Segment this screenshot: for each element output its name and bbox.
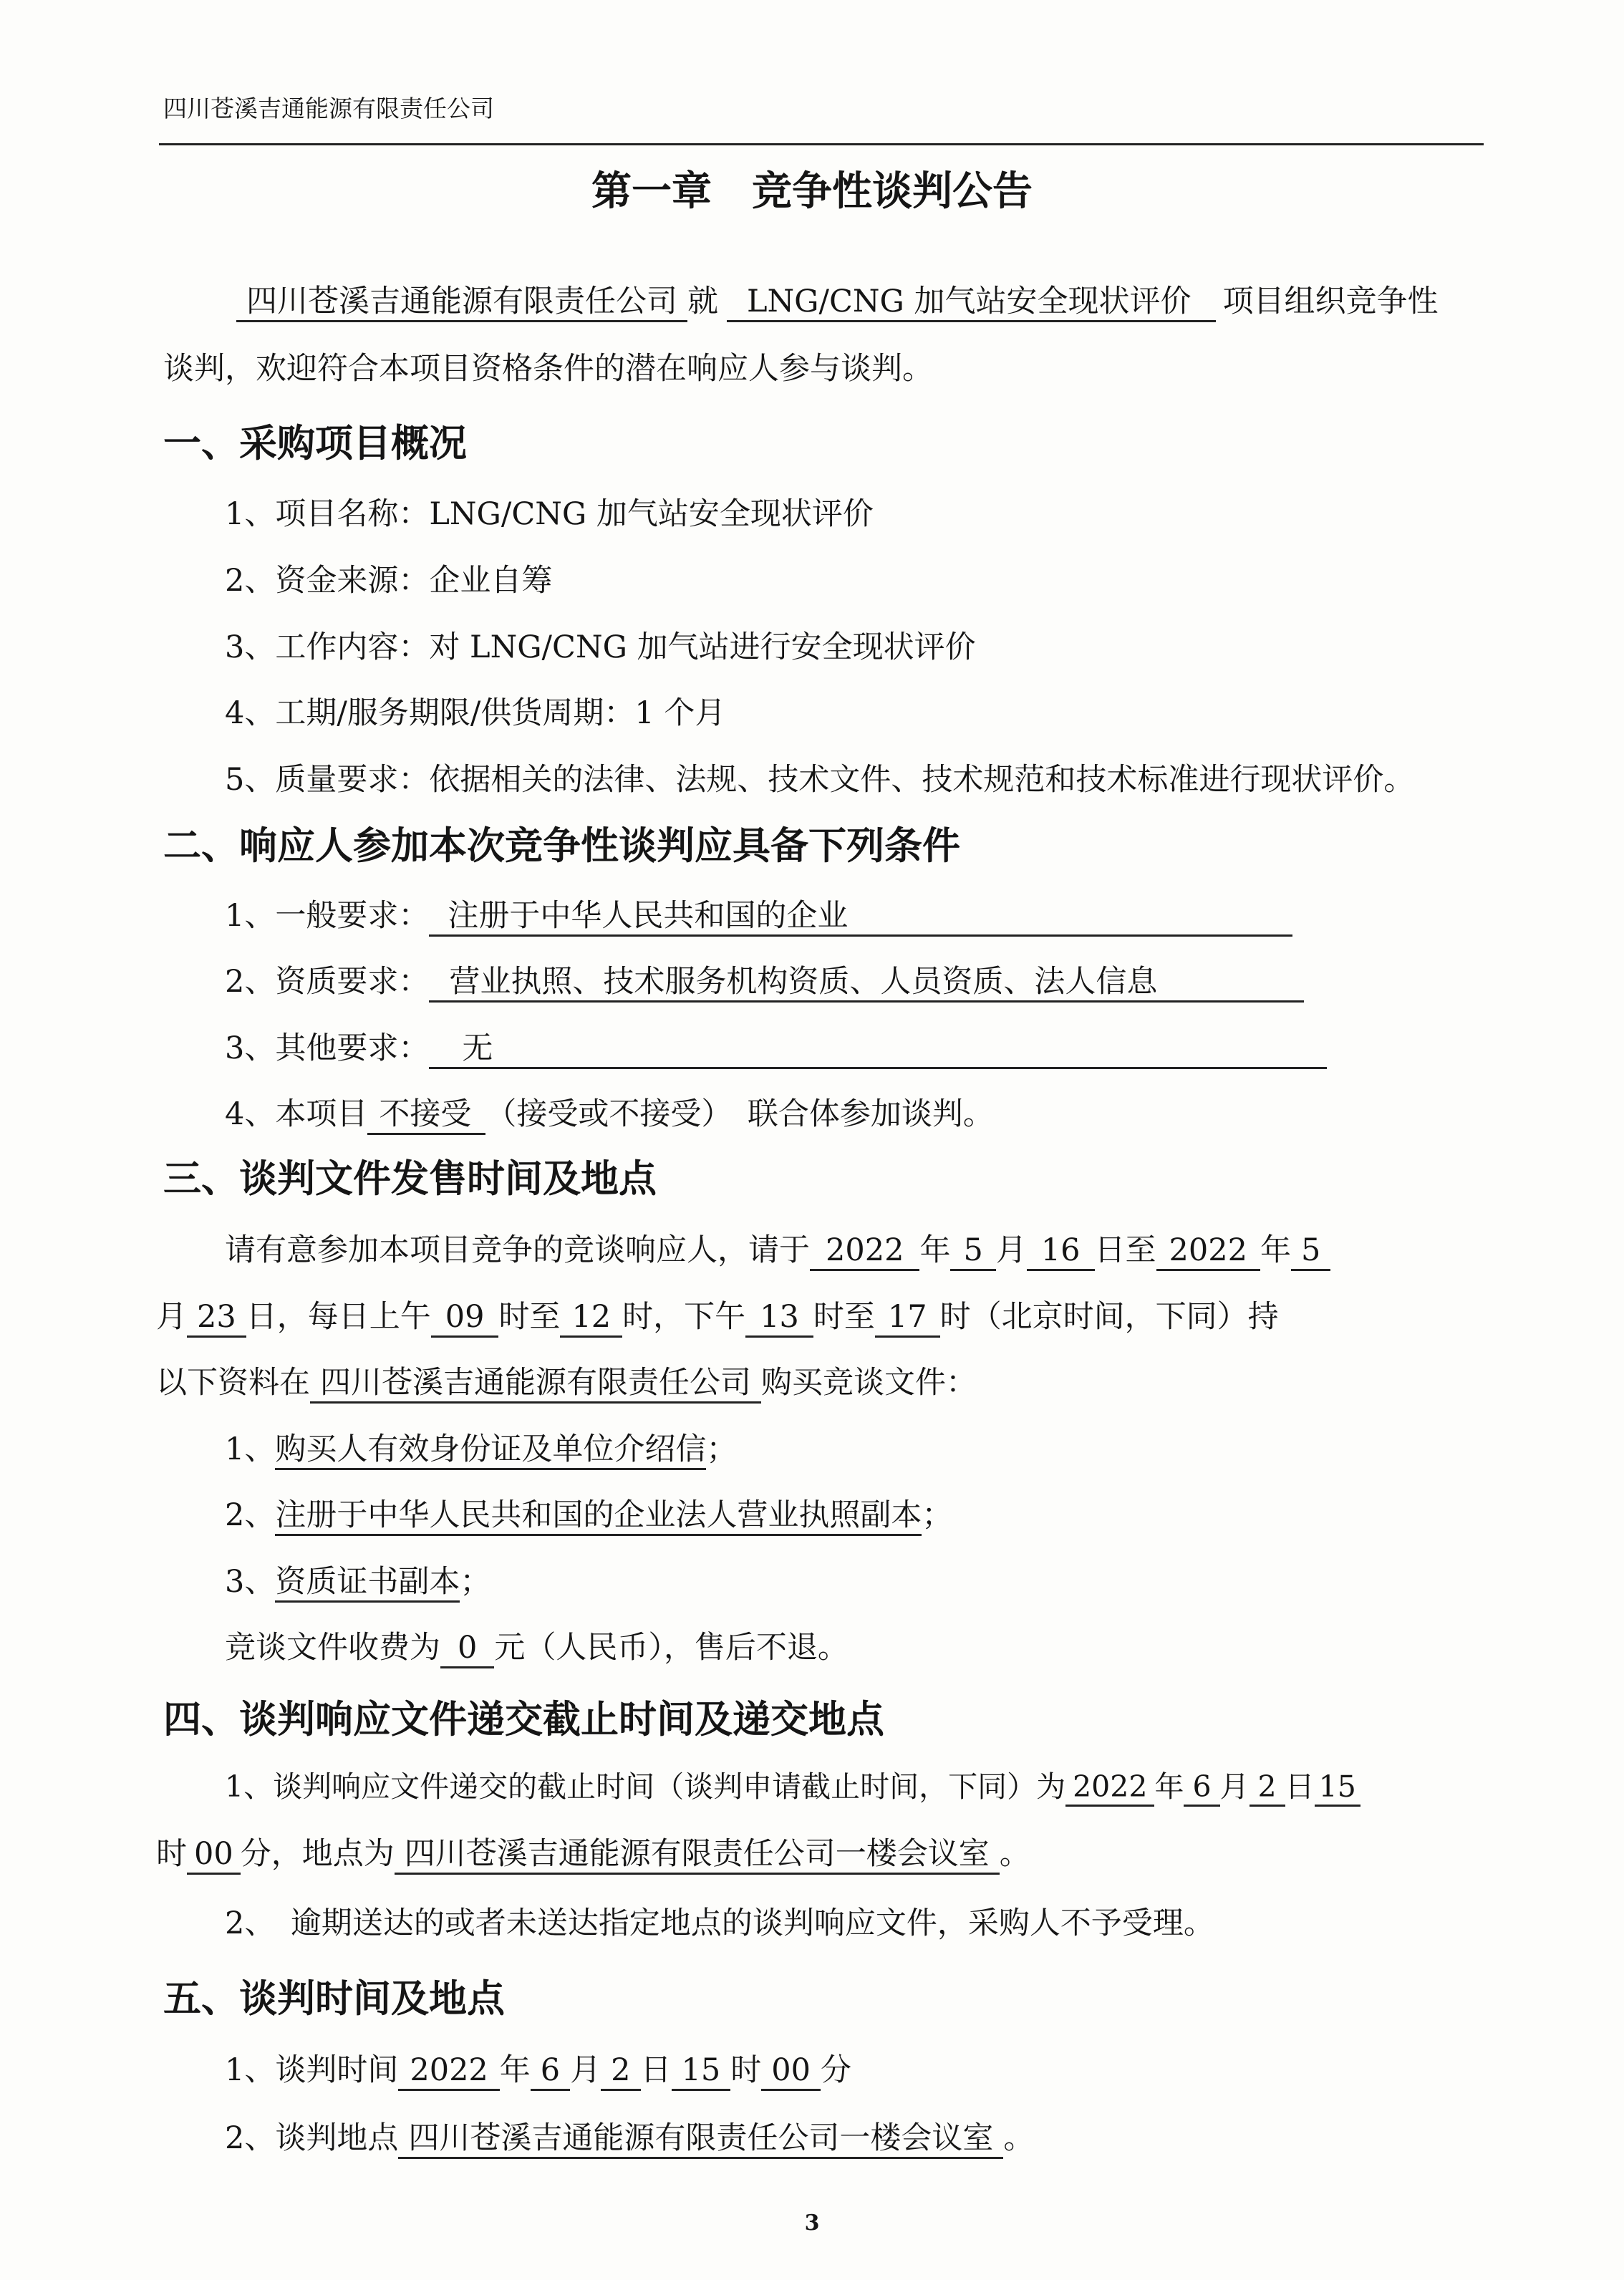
chapter-title: 第一章 竞争性谈判公告 (591, 168, 1033, 215)
intro-line-2: 谈判，欢迎符合本项目资格条件的潜在响应人参与谈判。 (163, 351, 933, 387)
s4-yue: 月 (1219, 1769, 1250, 1804)
s3-req-2-no: 2、 (225, 1497, 276, 1533)
s3-end-year: 2022 (1156, 1235, 1260, 1271)
s5-minute: 00 (761, 2055, 821, 2091)
s3-yue-2: 月 (156, 1299, 187, 1335)
s5-time-pre: 1、谈判时间 (225, 2052, 399, 2088)
s4-line-2-end: 。 (999, 1836, 1030, 1872)
s4-line-2 (156, 1836, 1030, 1875)
s3-req-1 (225, 1431, 738, 1470)
s3-end-month: 5 (1291, 1235, 1330, 1271)
s5-ri: 日 (640, 2052, 672, 2088)
s5-hour: 15 (672, 2055, 731, 2091)
s4-line-2-mid: 分，地点为 (240, 1836, 395, 1872)
s3-start-day: 16 (1027, 1235, 1095, 1271)
s5-nian: 年 (499, 2052, 531, 2088)
s3-line-1-pre: 请有意参加本项目竞争的竞谈响应人，请于 (225, 1232, 810, 1268)
s3-req-2 (225, 1497, 953, 1536)
s1-item-3: 3、工作内容：对 LNG/CNG 加气站进行安全现状评价 (225, 629, 976, 665)
s4-line-3: 2、 逾期送达的或者未送达指定地点的谈判响应文件，采购人不予受理。 (225, 1905, 1214, 1941)
s1-item-2: 2、资金来源：企业自筹 (225, 563, 553, 599)
s3-line-3-pre: 以下资料在 (156, 1365, 310, 1401)
intro-line-1 (236, 286, 1439, 322)
s5-yue: 月 (570, 2052, 601, 2088)
s3-req-2-end: ； (922, 1497, 953, 1533)
s3-yue-1: 月 (995, 1232, 1027, 1268)
s5-fen: 分 (820, 2052, 851, 2088)
intro-company: 四川苍溪吉通能源有限责任公司 (236, 286, 687, 322)
s2-item-3-label: 3、其他要求： (225, 1030, 430, 1066)
header-rule (159, 143, 1484, 145)
s3-am-start: 09 (431, 1302, 499, 1338)
s3-line-3-post: 购买竞谈文件： (761, 1365, 977, 1401)
s4-nian: 年 (1154, 1769, 1184, 1804)
s4-month: 6 (1184, 1772, 1219, 1807)
s4-shi: 时 (156, 1836, 187, 1872)
intro-project: LNG/CNG 加气站安全现状评价 (727, 286, 1216, 322)
intro-tail: 项目组织竞争性 (1222, 284, 1439, 319)
s3-req-3-no: 3、 (225, 1564, 276, 1600)
s3-fee-post: 元（人民币），售后不退。 (494, 1630, 849, 1666)
s4-line-1 (225, 1769, 1360, 1807)
section-1-heading: 一、采购项目概况 (163, 422, 467, 465)
s2-item-3 (225, 1030, 1327, 1069)
s1-item-5: 5、质量要求：依据相关的法律、法规、技术文件、技术规范和技术标准进行现状评价。 (225, 762, 1415, 798)
s1-item-4: 4、工期/服务期限/供货周期：1 个月 (225, 695, 726, 731)
s5-time (225, 2052, 851, 2091)
s2-item-4 (225, 1096, 994, 1135)
section-5-heading: 五、谈判时间及地点 (163, 1977, 505, 2021)
s5-place-value: 四川苍溪吉通能源有限责任公司一楼会议室 (398, 2123, 1003, 2159)
s3-req-1-text: 购买人有效身份证及单位介绍信 (275, 1434, 706, 1470)
s3-start-month: 5 (950, 1235, 995, 1271)
page-number: 3 (804, 2211, 820, 2236)
page-header: 四川苍溪吉通能源有限责任公司 (163, 95, 494, 122)
s2-item-1-value: 注册于中华人民共和国的企业 (429, 901, 1292, 937)
s3-pm-start: 13 (745, 1302, 813, 1338)
s3-req-3-text: 资质证书副本 (275, 1567, 460, 1603)
section-4-heading: 四、谈判响应文件递交截止时间及递交地点 (163, 1698, 884, 1742)
s5-place-pre: 2、谈判地点 (225, 2120, 399, 2156)
s3-fee-value: 0 (440, 1633, 494, 1668)
s2-item-4-pre: 4、本项目 (225, 1096, 368, 1132)
s3-pm-end: 17 (875, 1302, 940, 1338)
s5-year: 2022 (398, 2055, 499, 2091)
s5-month: 6 (531, 2055, 570, 2091)
s3-line-3 (156, 1365, 977, 1404)
s5-place-end: 。 (1003, 2120, 1035, 2156)
s3-req-3-end: ； (460, 1564, 491, 1600)
s2-item-1 (225, 898, 1292, 937)
s4-ri: 日 (1285, 1769, 1315, 1804)
s3-line-1 (225, 1232, 1330, 1271)
s3-req-1-no: 1、 (225, 1431, 276, 1467)
s3-req-1-end: ； (706, 1431, 738, 1467)
s3-shi-pm: 时，下午 (622, 1299, 746, 1335)
s3-line-2-mid: 日，每日上午 (246, 1299, 431, 1335)
s4-minute: 00 (187, 1839, 241, 1875)
s2-item-4-value: 不接受 (367, 1099, 485, 1135)
s3-line-2 (156, 1299, 1279, 1338)
s3-start-year: 2022 (810, 1235, 919, 1271)
s3-end-day: 23 (187, 1302, 246, 1338)
s5-place (225, 2120, 1035, 2159)
s2-item-3-value: 无 (429, 1033, 1327, 1069)
s3-shi-zhi-2: 时至 (813, 1299, 875, 1335)
s3-line-2-tail: 时（北京时间，下同）持 (939, 1299, 1279, 1335)
s4-hour: 15 (1315, 1772, 1360, 1807)
s3-nian-2: 年 (1260, 1232, 1291, 1268)
s3-req-3 (225, 1564, 491, 1603)
section-2-heading: 二、响应人参加本次竞争性谈判应具备下列条件 (163, 824, 960, 868)
s3-ri-zhi: 日至 (1094, 1232, 1156, 1268)
s3-am-end: 12 (560, 1302, 622, 1338)
s2-item-1-label: 1、一般要求： (225, 898, 430, 934)
s2-item-4-post: （接受或不接受） 联合体参加谈判。 (485, 1096, 994, 1132)
s2-item-2-label: 2、资质要求： (225, 964, 430, 1000)
s3-fee-pre: 竞谈文件收费为 (225, 1630, 440, 1666)
s5-day: 2 (601, 2055, 640, 2091)
s5-shi: 时 (730, 2052, 762, 2088)
s4-year: 2022 (1065, 1772, 1154, 1807)
s3-nian-1: 年 (919, 1232, 951, 1268)
s4-line-1-pre: 1、谈判响应文件递交的截止时间（谈判申请截止时间，下同）为 (225, 1769, 1066, 1804)
s1-item-1: 1、项目名称：LNG/CNG 加气站安全现状评价 (225, 496, 874, 532)
s3-req-2-text: 注册于中华人民共和国的企业法人营业执照副本 (275, 1500, 922, 1536)
s3-shi-zhi-1: 时至 (498, 1299, 561, 1335)
s2-item-2-value: 营业执照、技术服务机构资质、人员资质、法人信息 (429, 967, 1304, 1003)
s3-fee (225, 1630, 849, 1668)
s3-place: 四川苍溪吉通能源有限责任公司 (310, 1368, 761, 1404)
section-3-heading: 三、谈判文件发售时间及地点 (163, 1157, 657, 1201)
s4-day: 2 (1250, 1772, 1285, 1807)
s2-item-2 (225, 964, 1304, 1003)
s4-place: 四川苍溪吉通能源有限责任公司一楼会议室 (395, 1839, 1000, 1875)
intro-jiu: 就 (687, 284, 718, 319)
